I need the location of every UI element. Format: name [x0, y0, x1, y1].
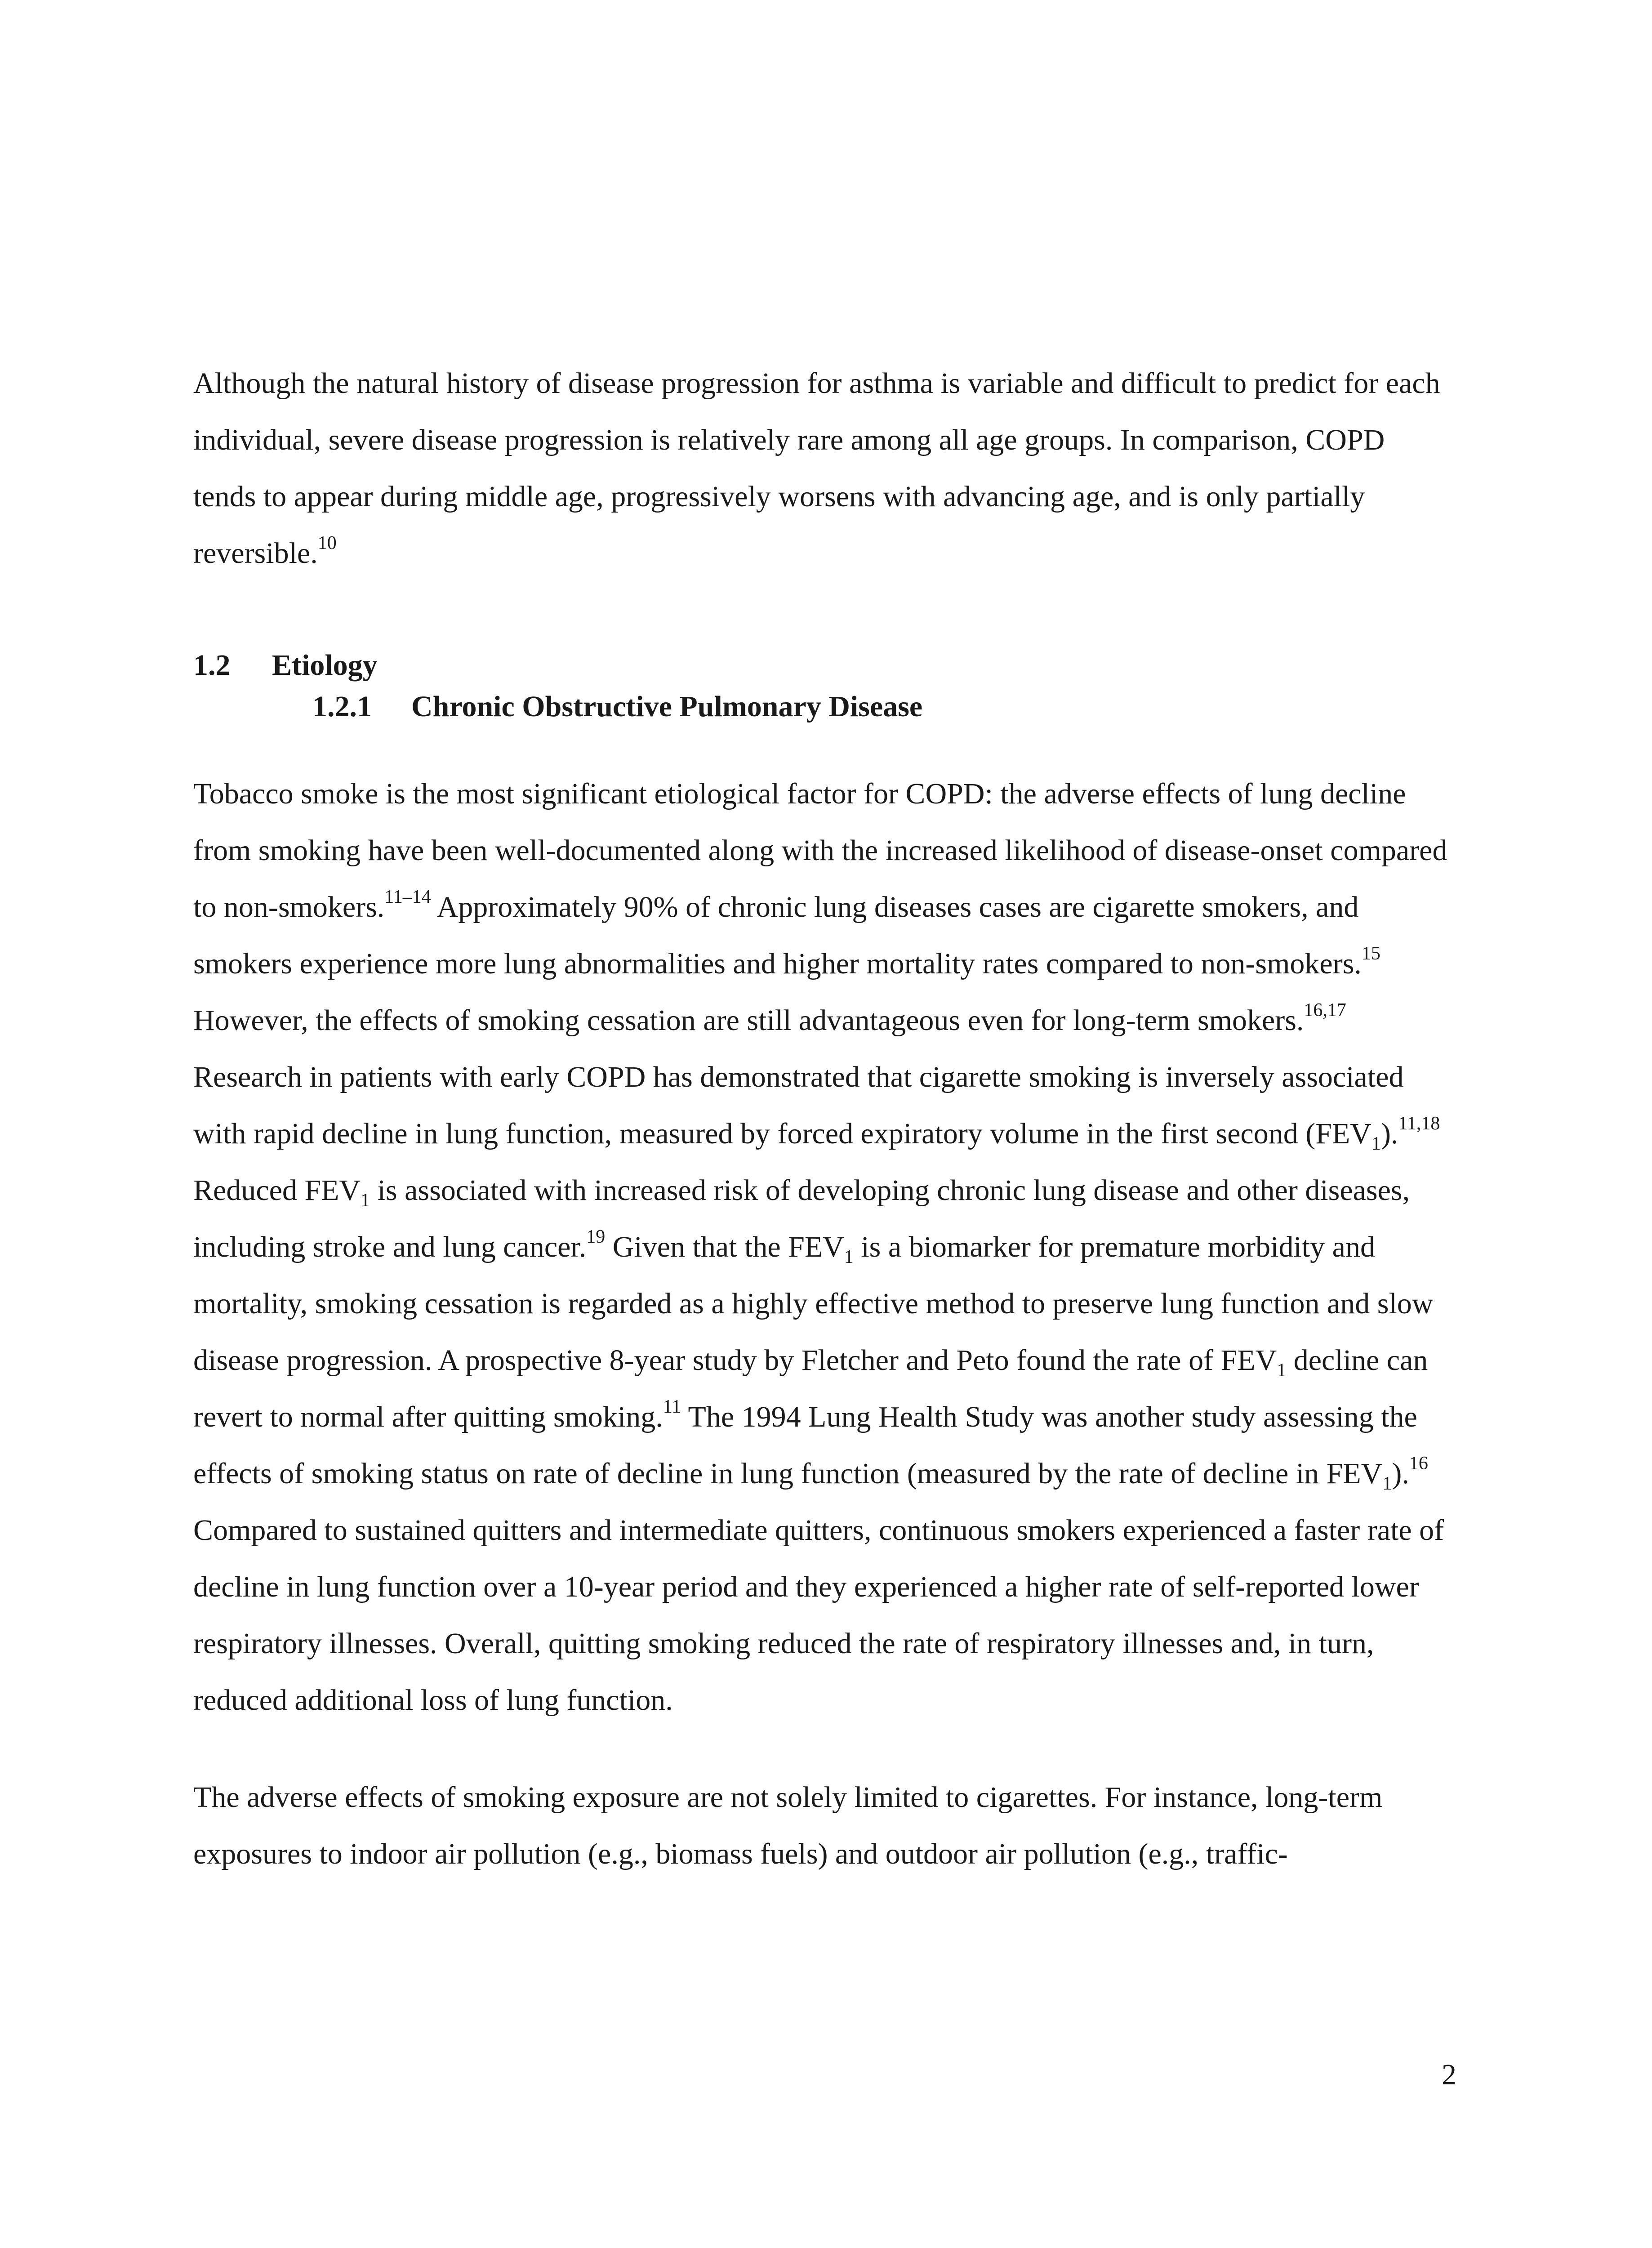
text-segment: However, the effects of smoking cessation are still advantageous even for long-term smokers.	[193, 1004, 1304, 1037]
text-segment: ).	[1380, 1117, 1398, 1150]
text-segment: The 1994 Lung Health Study was another study assessing the effects of smoking status on rate of decline in lung function (measured by the rate of decline in FEV	[193, 1401, 1417, 1490]
text-segment: Reduced FEV	[193, 1174, 361, 1207]
text-segment: decline can revert to normal after quitting smoking.	[193, 1344, 1428, 1433]
section-number: 1.2	[193, 649, 231, 682]
subscript: 1	[1371, 1133, 1381, 1155]
subsection-heading-copd	[193, 686, 1452, 727]
text-segment: ).	[1392, 1457, 1409, 1490]
page-number: 2	[1442, 2058, 1456, 2091]
citation-ref: 11–14	[384, 887, 431, 907]
text-segment: Given that the FEV	[605, 1231, 844, 1263]
text-segment: Research in patients with early COPD has demonstrated that cigarette smoking is inversely associated with rapid decline in lung function, measured by forced expiratory volume in the first second (FEV	[193, 1061, 1404, 1150]
text-segment: Tobacco smoke is the most significant etiological factor for COPD: the adverse effects of lung decline from smoking have been well-documented along with the increased likelihood of disease-onset compared to non-smokers.	[193, 777, 1447, 923]
paragraph-asthma-copd-history	[193, 355, 1452, 582]
paragraph-other-exposures	[193, 1769, 1452, 1882]
citation-ref: 11,18	[1398, 1113, 1440, 1134]
page-body	[193, 355, 1452, 1882]
paragraph-tobacco-smoke	[193, 766, 1452, 1729]
citation-ref: 15	[1361, 943, 1380, 964]
text-segment: Compared to sustained quitters and intermediate quitters, continuous smokers experienced a faster rate of decline in lung function over a 10-year period and they experienced a higher rate of self-reported lower respiratory illnesses. Overall, quitting smoking reduced the rate of respiratory illnesses and, in turn, reduced additional loss of lung function.	[193, 1514, 1444, 1717]
citation-ref: 11	[663, 1396, 681, 1417]
text-segment: is associated with increased risk of developing chronic lung disease and other diseases, including stroke and lung cancer.	[193, 1174, 1410, 1263]
subsection-number: 1.2.1	[312, 690, 372, 723]
citation-ref: 16	[1409, 1453, 1428, 1474]
citation-ref: 16,17	[1304, 1000, 1346, 1021]
paragraph-text: Although the natural history of disease progression for asthma is variable and difficult to predict for each individual, severe disease progression is relatively rare among all age groups. In comparison, COPD tends to appear during middle age, progressively worsens with advancing age, and is only partially reversible.	[193, 367, 1440, 570]
subscript: 1	[361, 1190, 370, 1211]
text-segment: is a biomarker for premature morbidity and mortality, smoking cessation is regarded as a highly effective method to preserve lung function and slow disease progression. A prospective 8-year study by Fletcher and Peto found the rate of FEV	[193, 1231, 1434, 1377]
subscript: 1	[1382, 1473, 1392, 1494]
section-title: Etiology	[272, 649, 378, 682]
subsection-title: Chronic Obstructive Pulmonary Disease	[411, 690, 923, 723]
citation-ref: 19	[586, 1227, 606, 1247]
paragraph-text: The adverse effects of smoking exposure are not solely limited to cigarettes. For instance, long-term exposures to indoor air pollution (e.g., biomass fuels) and outdoor air pollution (e.g., traffic-	[193, 1781, 1383, 1870]
section-heading-etiology	[193, 645, 1452, 686]
subscript: 1	[1277, 1360, 1287, 1381]
text-segment: Approximately 90% of chronic lung diseases cases are cigarette smokers, and smokers experience more lung abnormalities and higher mortality rates compared to non-smokers.	[193, 891, 1362, 980]
citation-ref: 10	[317, 533, 337, 553]
subscript: 1	[844, 1247, 854, 1268]
